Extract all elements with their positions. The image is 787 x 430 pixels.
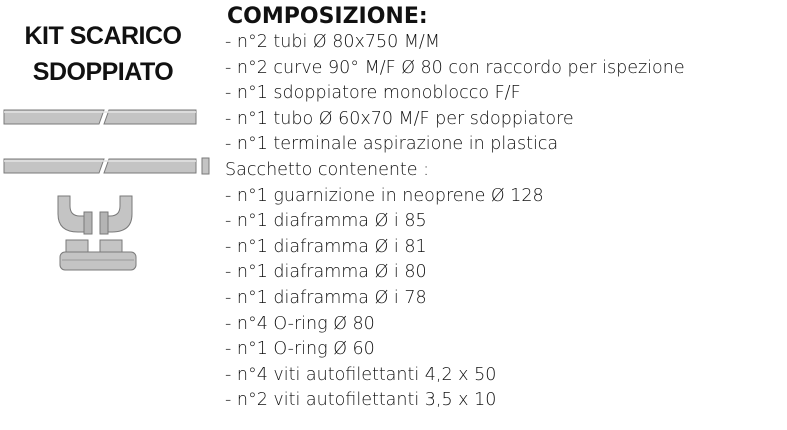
straight-pipe-with-short-tube-icon — [4, 158, 209, 174]
list-item: - n°1 diaframma Ø i 81 — [225, 236, 427, 257]
list-item: - n°1 guarnizione in neoprene Ø 128 — [225, 185, 544, 206]
composition-list — [225, 30, 785, 414]
splitter-icon — [60, 240, 136, 270]
composition-title: COMPOSIZIONE: — [227, 4, 428, 29]
list-item: - n°1 O-ring Ø 60 — [225, 339, 375, 360]
list-item: - n°1 terminale aspirazione in plastica — [225, 134, 559, 155]
kit-title — [8, 18, 198, 90]
list-item: - n°1 diaframma Ø i 85 — [225, 211, 427, 232]
elbow-bends-icon — [58, 196, 132, 234]
bag-contents-heading: Sacchetto contenente : — [225, 159, 430, 180]
list-item: - n°1 tubo Ø 60x70 M/F per sdoppiatore — [225, 108, 574, 129]
list-item: - n°1 diaframma Ø i 78 — [225, 287, 427, 308]
kit-title-line-1: KIT SCARICO — [24, 22, 182, 50]
list-item: - n°2 viti autofilettanti 3,5 x 10 — [225, 390, 497, 411]
list-item: - n°1 sdoppiatore monoblocco F/F — [225, 83, 521, 104]
list-item: - n°4 O-ring Ø 80 — [225, 313, 375, 334]
list-item: - n°1 diaframma Ø i 80 — [225, 262, 427, 283]
composition-section — [225, 4, 785, 414]
list-item: - n°2 tubi Ø 80x750 M/M — [225, 32, 440, 52]
straight-pipe-icon — [4, 110, 196, 124]
kit-title-line-2: SDOPPIATO — [32, 58, 174, 86]
list-item: - n°4 viti autofilettanti 4,2 x 50 — [225, 364, 497, 385]
kit-illustration — [0, 100, 215, 280]
list-item: - n°2 curve 90° M/F Ø 80 con raccordo per ispezione — [225, 57, 685, 78]
